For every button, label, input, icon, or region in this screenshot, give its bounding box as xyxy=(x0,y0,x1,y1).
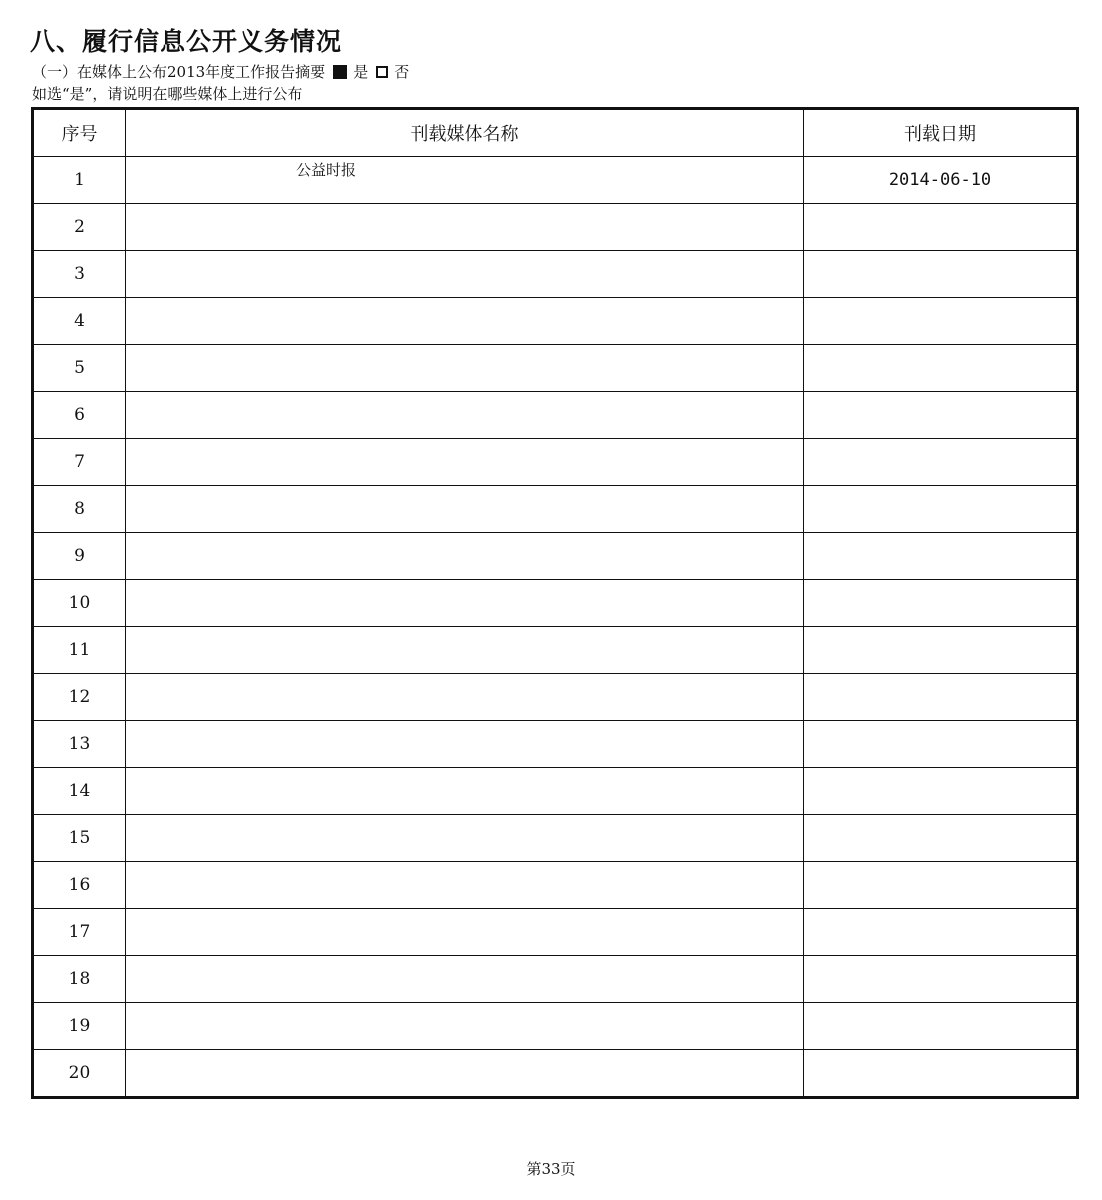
table-header-row xyxy=(33,109,1078,157)
header-serial-number: 序号 xyxy=(33,109,126,157)
row-serial-number: 7 xyxy=(33,439,126,486)
row-media-name-cell xyxy=(126,1003,804,1050)
row-publish-date xyxy=(804,298,1078,345)
row-publish-date xyxy=(804,486,1078,533)
question-text: （一）在媒体上公布2013年度工作报告摘要 xyxy=(32,63,326,81)
row-publish-date xyxy=(804,768,1078,815)
row-serial-number: 5 xyxy=(33,345,126,392)
row-publish-date xyxy=(804,956,1078,1003)
row-publish-date xyxy=(804,815,1078,862)
row-media-name-cell xyxy=(126,345,804,392)
row-media-name-cell xyxy=(126,862,804,909)
table-row xyxy=(33,392,1078,439)
table-row xyxy=(33,721,1078,768)
table-row xyxy=(33,1003,1078,1050)
row-media-name-cell xyxy=(126,204,804,251)
row-media-name-cell xyxy=(126,533,804,580)
row-publish-date xyxy=(804,580,1078,627)
row-serial-number: 9 xyxy=(33,533,126,580)
row-publish-date xyxy=(804,1003,1078,1050)
row-publish-date xyxy=(804,439,1078,486)
table-row xyxy=(33,956,1078,1003)
row-serial-number: 12 xyxy=(33,674,126,721)
row-serial-number: 6 xyxy=(33,392,126,439)
row-media-name: 公益时报 xyxy=(296,161,357,179)
row-media-name-cell xyxy=(126,956,804,1003)
row-publish-date xyxy=(804,204,1078,251)
header-publish-date: 刊载日期 xyxy=(804,109,1078,157)
row-serial-number: 11 xyxy=(33,627,126,674)
row-serial-number: 8 xyxy=(33,486,126,533)
row-serial-number: 20 xyxy=(33,1050,126,1098)
media-disclosure-table xyxy=(31,107,1079,1099)
row-serial-number: 13 xyxy=(33,721,126,768)
table-row xyxy=(33,768,1078,815)
row-publish-date xyxy=(804,721,1078,768)
row-publish-date xyxy=(804,392,1078,439)
row-publish-date: 2014-06-10 xyxy=(804,157,1078,204)
row-serial-number: 16 xyxy=(33,862,126,909)
option-no-label: 否 xyxy=(394,63,410,81)
table-row xyxy=(33,909,1078,956)
table-row xyxy=(33,815,1078,862)
row-publish-date xyxy=(804,251,1078,298)
table-row xyxy=(33,486,1078,533)
instruction-text: 如选“是”，请说明在哪些媒体上进行公布 xyxy=(32,85,303,103)
row-media-name-cell xyxy=(126,580,804,627)
row-serial-number: 4 xyxy=(33,298,126,345)
row-publish-date xyxy=(804,909,1078,956)
row-media-name-cell xyxy=(126,439,804,486)
checkbox-yes-checked[interactable] xyxy=(333,65,347,79)
row-serial-number: 18 xyxy=(33,956,126,1003)
row-serial-number: 15 xyxy=(33,815,126,862)
disclosure-question xyxy=(32,63,409,81)
row-publish-date xyxy=(804,862,1078,909)
row-media-name-cell xyxy=(126,157,804,204)
row-publish-date xyxy=(804,1050,1078,1098)
header-media-name: 刊载媒体名称 xyxy=(126,109,804,157)
row-media-name-cell xyxy=(126,721,804,768)
table-row xyxy=(33,439,1078,486)
row-media-name-cell xyxy=(126,298,804,345)
table-row xyxy=(33,204,1078,251)
table-row xyxy=(33,627,1078,674)
table-row xyxy=(33,580,1078,627)
table-row xyxy=(33,533,1078,580)
checkbox-no[interactable] xyxy=(376,66,388,78)
row-publish-date xyxy=(804,345,1078,392)
table-row xyxy=(33,157,1078,204)
table-row xyxy=(33,862,1078,909)
row-media-name-cell xyxy=(126,392,804,439)
table-row xyxy=(33,674,1078,721)
row-media-name-cell xyxy=(126,486,804,533)
row-media-name-cell xyxy=(126,251,804,298)
row-serial-number: 3 xyxy=(33,251,126,298)
row-media-name-cell xyxy=(126,815,804,862)
table-row xyxy=(33,1050,1078,1098)
row-serial-number: 10 xyxy=(33,580,126,627)
option-yes-label: 是 xyxy=(353,63,369,81)
table-row xyxy=(33,298,1078,345)
row-media-name-cell xyxy=(126,1050,804,1098)
table-body xyxy=(33,157,1078,1098)
row-media-name-cell xyxy=(126,768,804,815)
table-row xyxy=(33,251,1078,298)
row-media-name-cell xyxy=(126,674,804,721)
row-media-name-cell xyxy=(126,909,804,956)
row-publish-date xyxy=(804,674,1078,721)
row-publish-date xyxy=(804,533,1078,580)
page-number: 第33页 xyxy=(526,1160,576,1178)
page-title: 八、履行信息公开义务情况 xyxy=(30,27,343,56)
row-media-name-cell xyxy=(126,627,804,674)
table-row xyxy=(33,345,1078,392)
row-serial-number: 14 xyxy=(33,768,126,815)
row-serial-number: 19 xyxy=(33,1003,126,1050)
row-publish-date xyxy=(804,627,1078,674)
row-serial-number: 17 xyxy=(33,909,126,956)
row-serial-number: 2 xyxy=(33,204,126,251)
row-serial-number: 1 xyxy=(33,157,126,204)
